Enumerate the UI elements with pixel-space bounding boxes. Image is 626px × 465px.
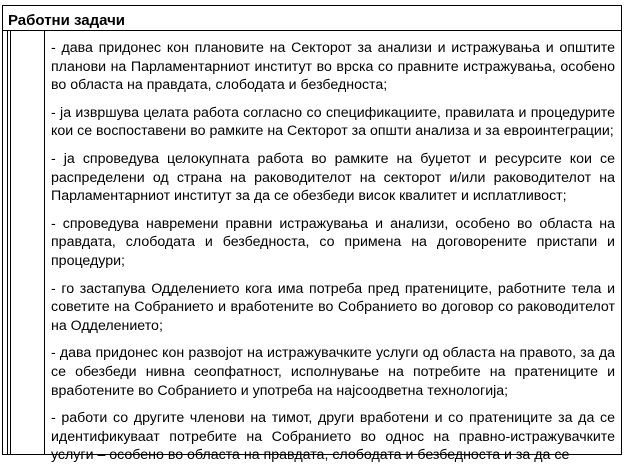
task-item: - дава придонес кон плановите на Секторот за анализи и истражувања и општите планови на Парламентарниот институт во врска со правните истражувања, особено во областа на правдата, слободата и безбедноста; <box>51 40 615 94</box>
task-item: - спроведува навремени правни истражувања и анализи, особено во областа на правдата, слободата и безбедноста, со примена на договорените пристапи и процедури; <box>51 215 615 269</box>
task-item: - дава придонес кон развојот на истражувачките услуги од областа на правото, за да се обезбеди нивна сеопфатност, исполнување на потребите на пратениците и вработените во Собранието и употреба на најсоодветна технологија; <box>51 345 615 399</box>
task-item: - го застапува Одделението кога има потреба пред пратениците, работните тела и советите на Собранието и вработените во Собранието во договор со раководителот на Одделението; <box>51 280 615 334</box>
section-title: Работни задачи <box>8 12 126 29</box>
task-item: - работи со другите членови на тимот, други вработени и со пратениците за да се идентификуваат потребите на Собранието во однос на правно-истражувачките услуги – особено во областа на правдата, слободата и безбедноста и за да се <box>51 410 615 464</box>
tasks-table <box>2 5 622 464</box>
tasks-content <box>44 31 621 464</box>
margin-column-divider <box>7 31 8 454</box>
task-item: - ја спроведува целокупната работа во рамките на буџетот и ресурсите кои се распределени од страна на раководителот на секторот и/или раководителот на Парламентарниот институт за да се обезбеди висок квалитет и исплатливост; <box>51 150 615 205</box>
table-header <box>3 6 621 31</box>
margin-column <box>3 31 11 454</box>
task-item: - ја извршува целата работа согласно со спецификациите, правилата и процедурите кои се воспоставени во рамките на Секторот за општи анализа и за евроинтеграции; <box>51 104 615 140</box>
